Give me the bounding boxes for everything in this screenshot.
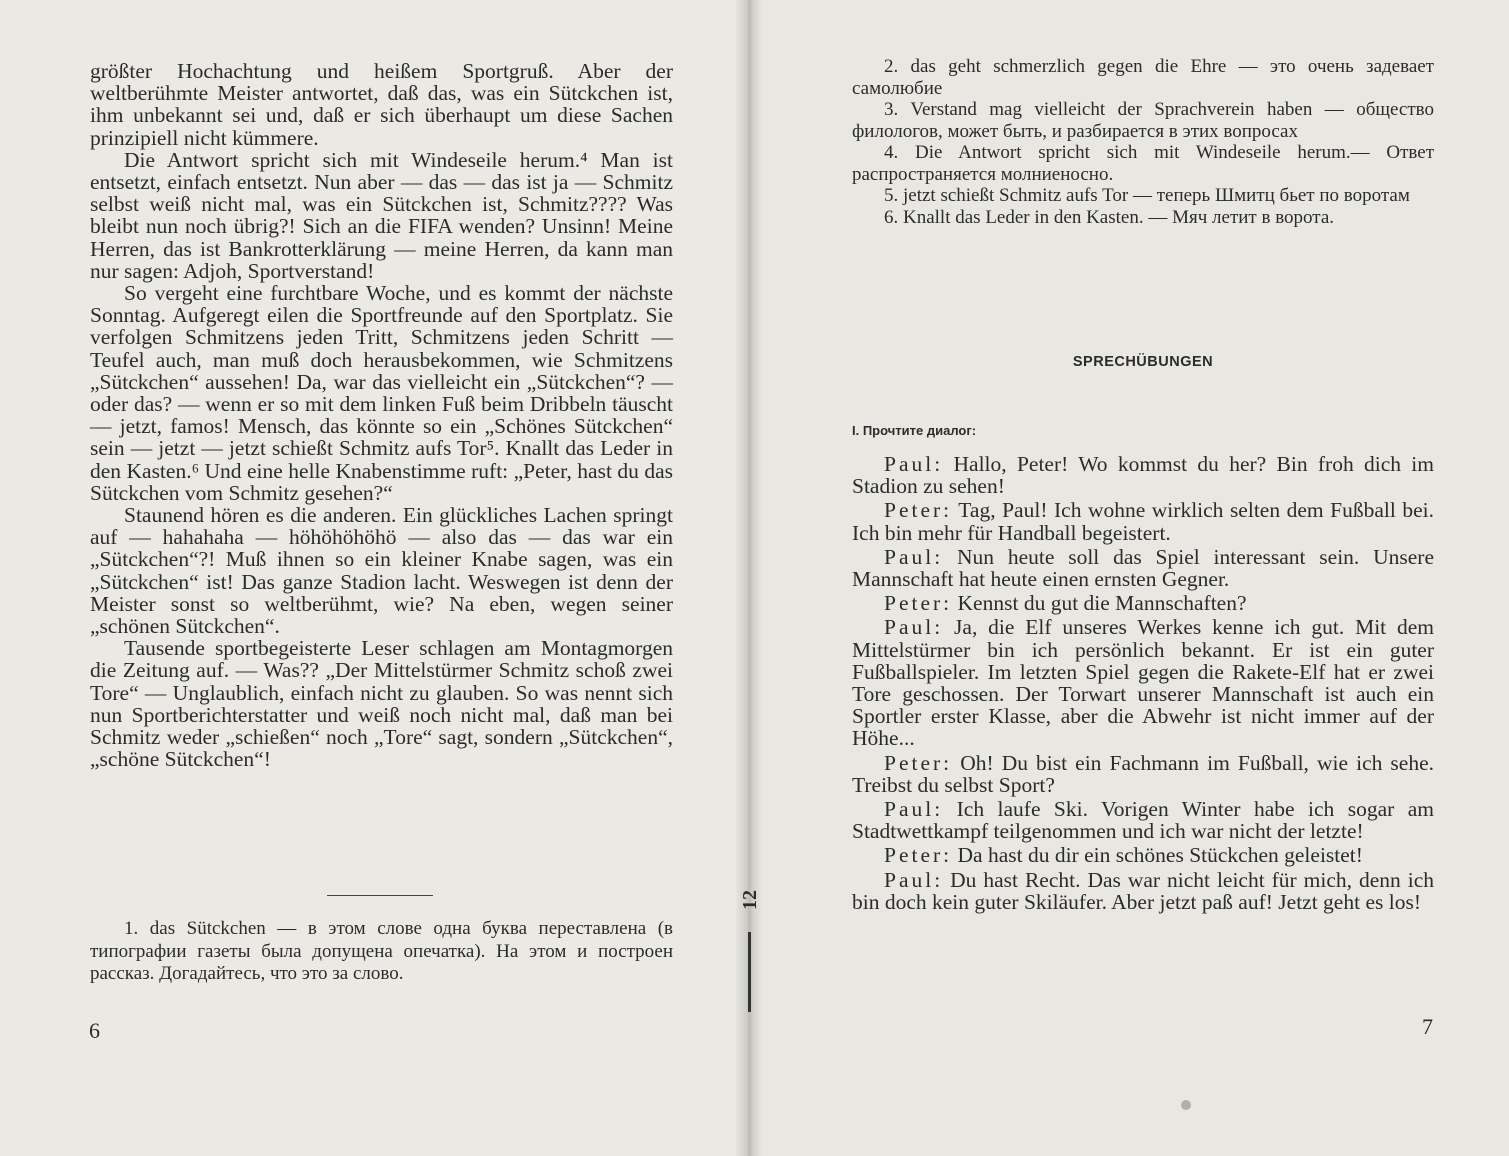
note-item: 6. Knallt das Leder in den Kasten. — Мяч летит в ворота. — [884, 206, 1334, 228]
note-item: 3. Verstand mag vielleicht der Sprachverein haben — общество филологов, может быть, и разбирается в этих вопросах — [852, 99, 1434, 142]
footnote-divider — [327, 895, 433, 896]
signature-line — [748, 932, 751, 1012]
signature-number: 12 — [739, 890, 761, 910]
dialog-line — [852, 499, 1434, 543]
note-item: 2. das geht schmerzlich gegen die Ehre — это очень задевает самолюбие — [852, 56, 1434, 99]
left-page — [0, 0, 748, 1156]
dialog-line — [852, 798, 1434, 842]
dialog-line — [852, 752, 1434, 796]
glossary-notes — [852, 56, 1434, 228]
paragraph: So vergeht eine furchtbare Woche, und es kommt der nächste Sonntag. Aufgeregt eilen die Sportfreunde auf den Sportplatz. Sie verfolgen Schmitzens jeden Tritt, Schmitzens jeden Schritt — Teufel auch, man muß doch herausbekommen, wie Schmitzens „Sütckchen“ aussehen! Da, war das vielleicht ein „Sütckchen“? — oder das? — wenn er so mit dem linken Fuß beim Dribbeln täuscht — jetzt, famos! Mensch, das könnte so ein „Schönes Sütckchen“ sein — jetzt — jetzt schießt Schmitz aufs Tor⁵. Knallt das Leder in den Kasten.⁶ Und eine helle Knabenstimme ruft: „Peter, hast du das Sütckchen vom Schmitz gesehen?“ — [90, 281, 673, 505]
speaker-name: Paul: — [884, 544, 944, 569]
dialog-text: Ja, die Elf unseres Werkes kenne ich gut. Mit dem Mittelstürmer bin ich persönlich bekannt. Er ist ein guter Fußballspieler. Im letzten Spiel gegen die Rakete-Elf hat er zwei Tore geschossen. Der Torwart unserer Mannschaft ist auch ein Sportler erster Klasse, aber die Abwehr ist nicht immer auf der Höhe... — [852, 615, 1434, 751]
dialog-text: Oh! Du bist ein Fachmann im Fußball, wie ich sehe. Treibst du selbst Sport? — [852, 750, 1434, 797]
dialog-text: Du hast Recht. Das war nicht leicht für mich, denn ich bin doch kein guter Skiläufer. Aber jetzt paß auf! Jetzt geht es los! — [852, 867, 1434, 914]
dialog-text: Nun heute soll das Spiel interessant sein. Unsere Mannschaft hat heute einen ernsten Gegner. — [852, 544, 1434, 592]
paragraph: Staunend hören es die anderen. Ein glückliches Lachen springt auf — hahahaha — höhöhöhöhö — also das — das war ein „Sütckchen“?! Muß ihnen so ein kleiner Knabe sagen, was ein „Sütckchen“ ist! Das ganze Stadion lacht. Weswegen ist denn der Meister sonst so weltberühmt, wie? Na eben, wegen seiner „schönen Sütckchen“. — [90, 503, 673, 639]
dialog-text: Da hast du dir ein schönes Stückchen geleistet! — [957, 843, 1363, 868]
paragraph: größter Hochachtung und heißem Sportgruß. Aber der weltberühmte Meister antwortet, daß das, was ein Sütckchen ist, ihm unbekannt sei und, daß er sich überhaupt um diese Sachen prinzipiell nicht kümmere. — [90, 59, 673, 150]
speaker-name: Peter: — [884, 498, 953, 523]
dialog-text: Tag, Paul! Ich wohne wirklich selten dem Fußball bei. Ich bin mehr für Handball begeistert. — [852, 498, 1434, 545]
page-number-left: 6 — [89, 1018, 100, 1043]
dialog-text: Kennst du gut die Mannschaften? — [957, 591, 1247, 616]
speaker-name: Peter: — [884, 750, 953, 775]
speaker-name: Paul: — [884, 452, 944, 476]
paragraph: Tausende sportbegeisterte Leser schlagen am Montagmorgen die Zeitung auf. — Was?? „Der Mittelstürmer Schmitz schoß zwei Tore“ — Unglaublich, einfach nicht zu glauben. So was nennt sich nun Sportberichterstatter und weiß noch nicht mal, daß man bei Schmitz weder „schießen“ noch „Tore“ sagt, sondern „Sütckchen“, „schöne Sütckchen“! — [90, 636, 673, 772]
dialog-line — [852, 453, 1434, 497]
speaker-name: Paul: — [884, 615, 944, 640]
note-item: 4. Die Antwort spricht sich mit Windeseile herum.— Ответ распространяется молниеносно. — [852, 142, 1434, 185]
dialog-text: Ich laufe Ski. Vorigen Winter habe ich sogar am Stadtwettkampf teilgenommen und ich war nicht der letzte! — [852, 797, 1434, 844]
page-number-right: 7 — [1422, 1014, 1433, 1039]
speaker-name: Paul: — [884, 867, 944, 892]
dialog-line — [852, 592, 1434, 614]
signature-mark — [740, 880, 760, 1020]
dialog — [852, 453, 1434, 915]
footnote: 1. das Sütckchen — в этом слове одна буква переставлена (в типографии газеты была допущена опечатка). На этом и построен рассказ. Догадайтесь, что это за слово. — [90, 918, 673, 984]
note-item: 5. jetzt schießt Schmitz aufs Tor — теперь Шмитц бьет по воротам — [884, 185, 1410, 206]
speaker-name: Peter: — [884, 843, 953, 868]
dialog-text: Hallo, Peter! Wo kommst du her? Bin froh dich im Stadion zu sehen! — [852, 452, 1435, 499]
speaker-name: Paul: — [884, 797, 944, 822]
paragraph: Die Antwort spricht sich mit Windeseile herum.⁴ Man ist entsetzt, einfach entsetzt. Nun aber — das — das ist ja — Schmitz selbst weiß nicht mal, was ein Sütckchen ist, Schmitz???? Was bleibt nun noch übrig?! Sich an die FIFA wenden? Unsinn! Meine Herren, das ist Bankrotterklärung — meine Herren, da kann man nur sagen: Adjoh, Sportverstand! — [90, 147, 673, 283]
left-page-body — [90, 60, 673, 771]
ink-spot — [1181, 1100, 1191, 1110]
section-heading: SPRECHÜBUNGEN — [1072, 354, 1214, 370]
dialog-line — [852, 869, 1434, 913]
exercise-instruction: I. Прочтите диалог: — [852, 423, 977, 438]
dialog-line — [852, 546, 1434, 590]
dialog-line — [852, 844, 1434, 866]
dialog-line — [852, 616, 1434, 749]
speaker-name: Peter: — [884, 591, 953, 616]
